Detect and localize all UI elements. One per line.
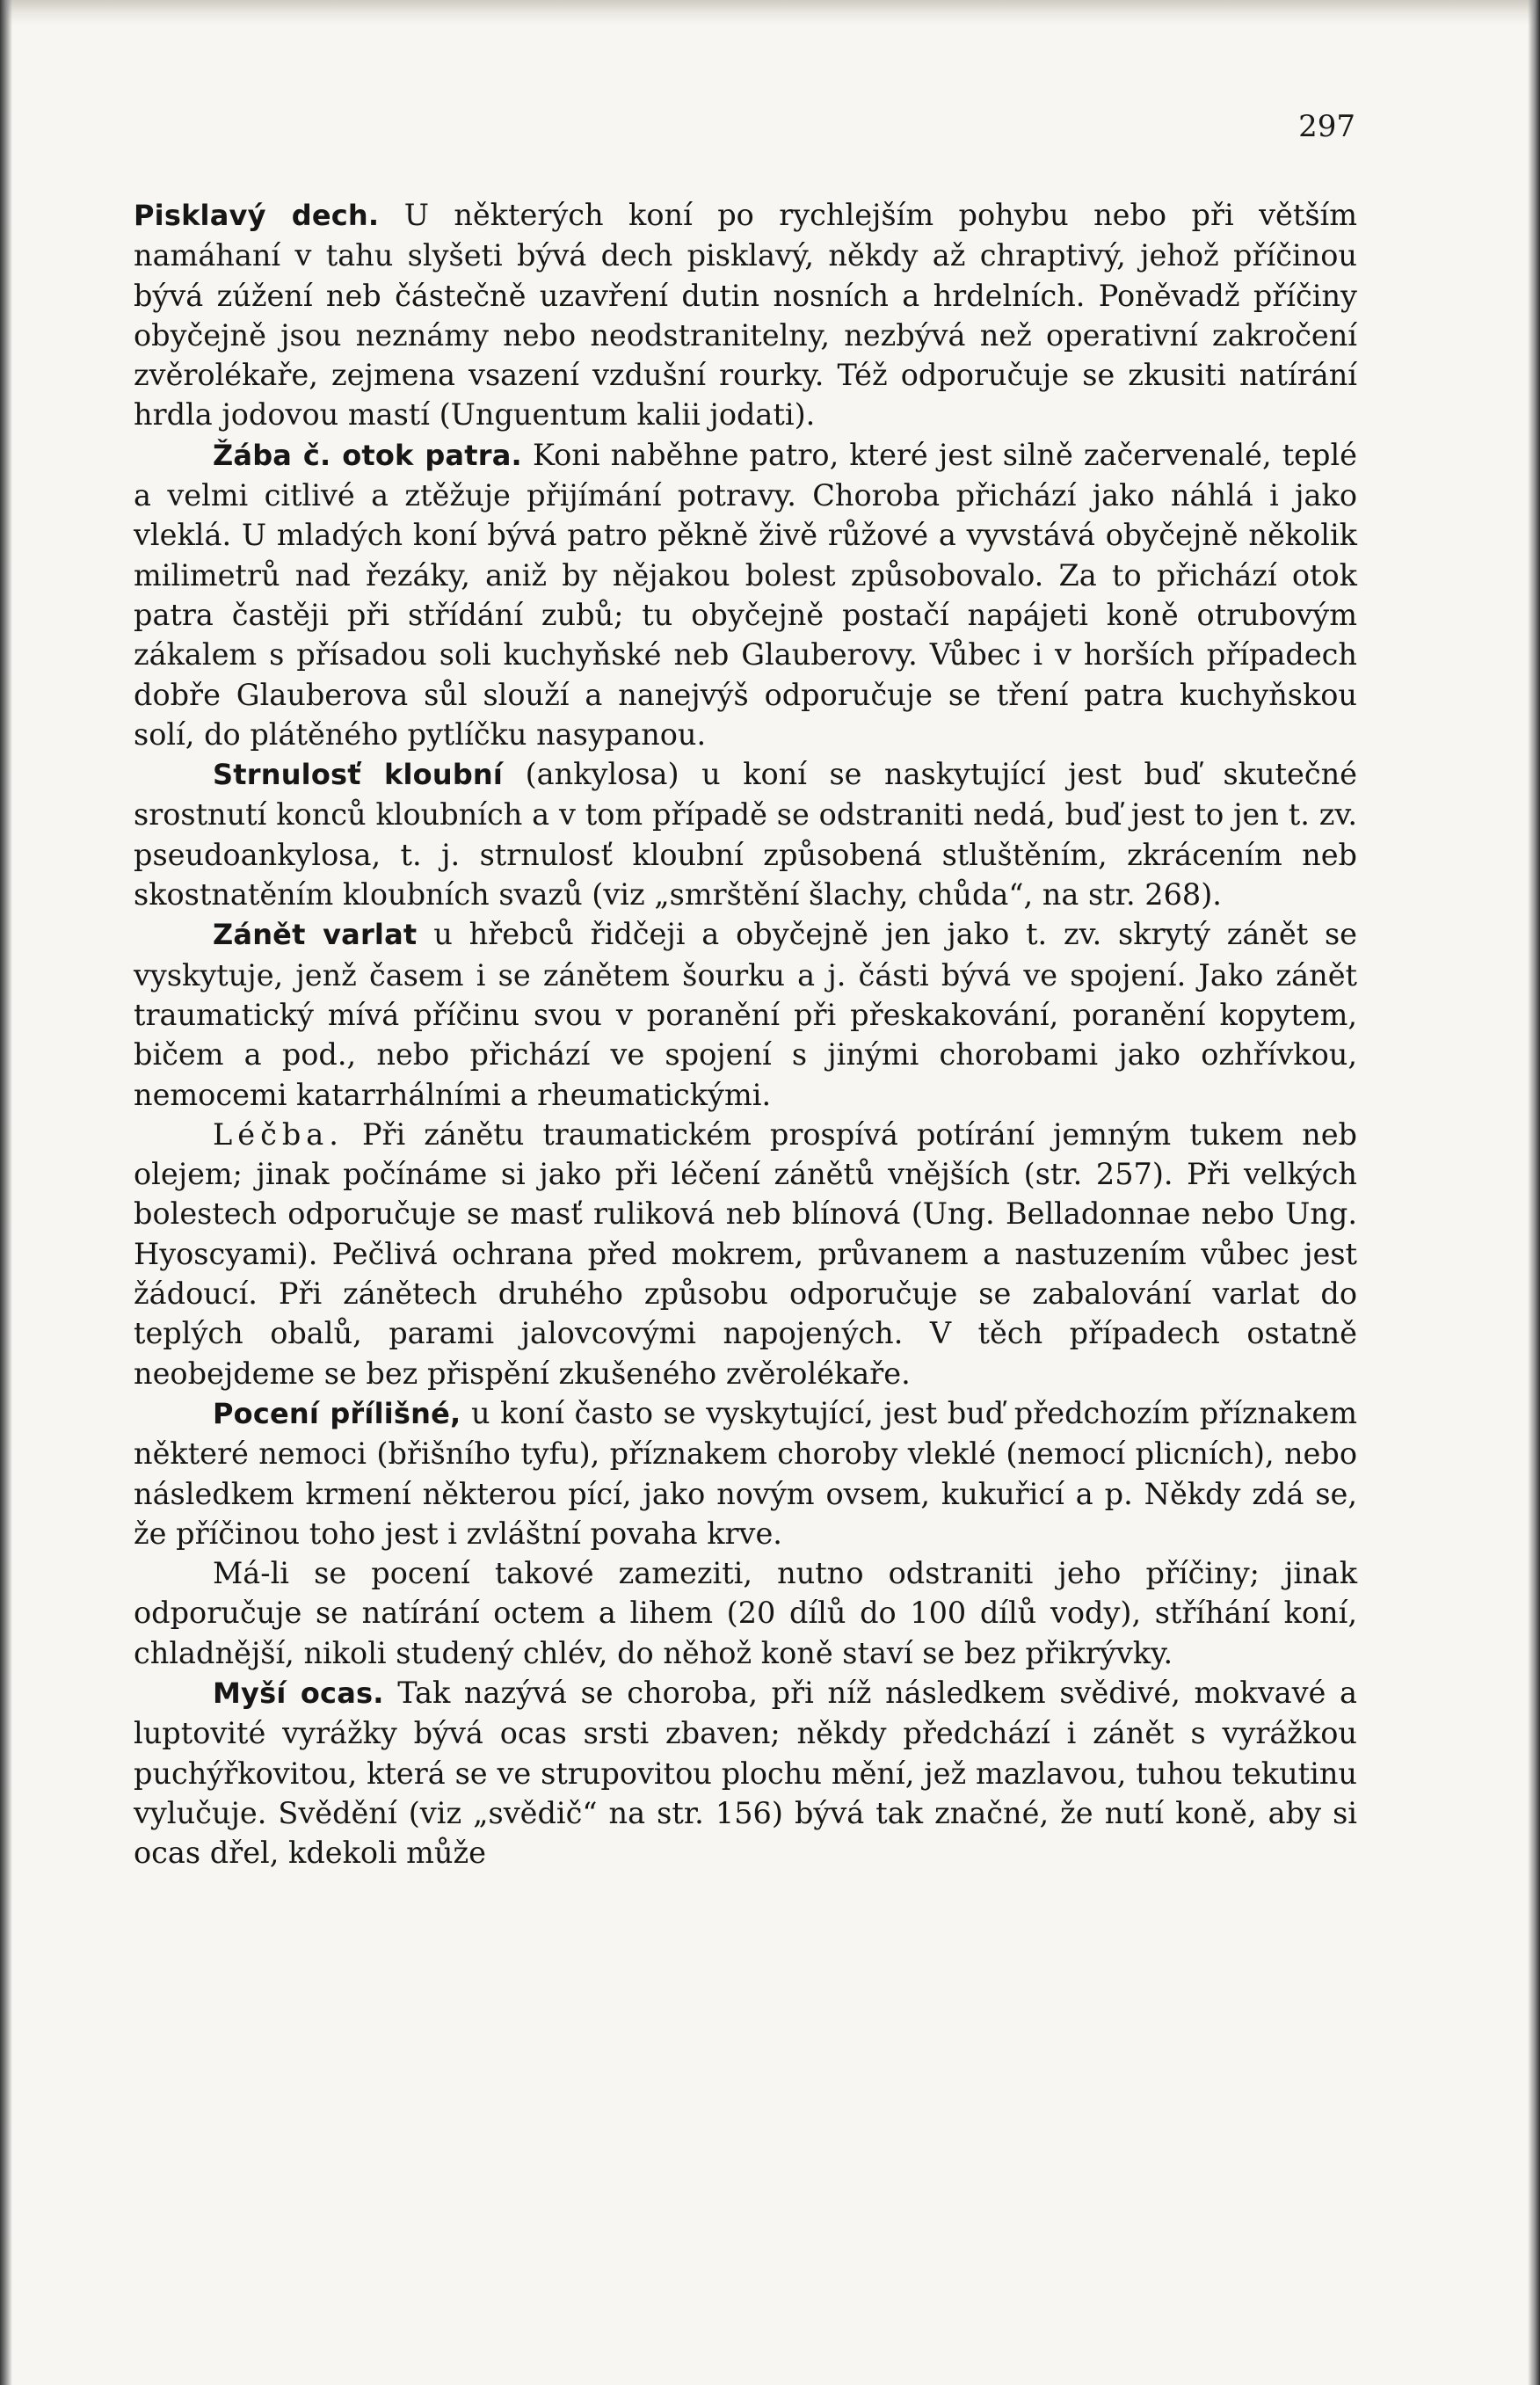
- entry-pisklavy-dech: [134, 195, 1357, 435]
- entry-heading: Pocení přílišné,: [213, 1396, 461, 1430]
- entry-text: Koni naběhne patro, které jest silně začervenalé, teplé a velmi citlivé a ztěžuje přijímání potravy. Choroba přichází jako náhlá i jako vleklá. U mladých koní bývá patro pěkně živě růžové a vyvstává obyčejně několik milimetrů nad řezáky, aniž by nějakou bolest způsobovalo. Za to přichází otok patra častěji při střídání zubů; tu obyčejně postačí napájeti koně otrubovým zákalem s přísadou soli kuchyňské neb Glauberovy. Vůbec i v horších případech dobře Glauberova sůl slouží a nanejvýš odporučuje se tření patra kuchyňskou solí, do plátěného pytlíčku nasypanou.: [134, 437, 1357, 752]
- entry-text: u hřebců řidčeji a obyčejně jen jako t. zv. skrytý zánět se vyskytuje, jenž časem i se zánětem šourku a j. části bývá ve spojení. Jako zánět traumatický mívá příčinu svou v poranění při přeskakování, poranění kopytem, bičem a pod., nebo přichází ve spojení s jinými chorobami jako ozhřívkou, nemocemi katarrhálními a rheumatickými.: [134, 917, 1358, 1112]
- entry-heading: Zánět varlat: [213, 918, 418, 952]
- entry-heading: Žába č. otok patra.: [213, 438, 522, 472]
- scan-top-shadow: [0, 0, 1540, 25]
- entry-text: U některých koní po rychlejším pohybu nebo při větším namáhaní v tahu slyšeti bývá dech pisklavý, někdy až chraptivý, jehož příčinou bývá zúžení neb částečně uzavření dutin nosních a hrdelních. Poněvadž příčiny obyčejně jsou neznámy nebo neodstranitelny, nezbývá než operativní zakročení zvěrolékaře, zejmena vsazení vzdušní rourky. Též odporučuje se zkusiti natírání hrdla jodovou mastí (Unguentum kalii jodati).: [134, 198, 1357, 433]
- entry-poceni-prilisne: [134, 1393, 1357, 1553]
- entry-strnulost-kloubni: [134, 754, 1357, 914]
- page-number: 297: [1298, 109, 1355, 144]
- entry-mysi-ocas: [134, 1673, 1357, 1872]
- scan-left-edge: [0, 0, 12, 2385]
- entry-text: u koní často se vyskytující, jest buď předchozím příznakem některé nemoci (břišního tyfu), příznakem choroby vleklé (nemocí plicních), nebo následkem krmení některou pící, jako novým ovsem, kukuřicí a p. Někdy zdá se, že příčinou toho jest i zvláštní povaha krve.: [134, 1395, 1357, 1551]
- scan-right-edge: [1528, 0, 1540, 2385]
- body-text: [134, 195, 1357, 1872]
- entry-poceni-treatment: [134, 1553, 1357, 1673]
- entry-lecba: [134, 1115, 1357, 1393]
- subheading-lecba: Léčba.: [213, 1116, 344, 1152]
- entry-text: Při zánětu traumatickém prospívá potírání jemným tukem neb olejem; jinak počínáme si jako při léčení zánětů vnějších (str. 257). Při velkých bolestech odporučuje se masť ruliková neb blínová (Ung. Belladonnae nebo Ung. Hyoscyami). Pečlivá ochrana před mokrem, průvanem a nastuzením vůbec jest žádoucí. Při zánětech druhého způsobu odporučuje se zabalování varlat do teplých obalů, parami jalovcovými napojených. V těch případech ostatně neobejdeme se bez přispění zkušeného zvěrolékaře.: [134, 1116, 1357, 1391]
- entry-heading: Pisklavý dech.: [134, 199, 380, 232]
- entry-text: (ankylosa) u koní se naskytující jest buď skutečné srostnutí konců kloubních a v tom případě se odstraniti nedá, buď jest to jen t. zv. pseudoankylosa, t. j. strnulosť kloubní způsobená stluštěním, zkrácením neb skostnatěním kloubních svazů (viz „smrštění šlachy, chůda“, na str. 268).: [134, 757, 1357, 913]
- entry-text: Má-li se pocení takové zameziti, nutno odstraniti jeho příčiny; jinak odporučuje se natírání octem a lihem (20 dílů do 100 dílů vody), stříhání koní, chladnější, nikoli studený chlév, do něhož koně staví se bez přikrývky.: [134, 1556, 1357, 1670]
- entry-text: Tak nazývá se choroba, při níž následkem svědivé, mokvavé a luptovité vyrážky bývá ocas srsti zbaven; někdy předchází i zánět s vyrážkou puchýřkovitou, která se ve strupovitou plochu mění, jež mazlavou, tuhou tekutinu vylučuje. Svědění (viz „svědič“ na str. 156) bývá tak značné, že nutí koně, aby si ocas dřel, kdekoli může: [134, 1675, 1357, 1871]
- entry-heading: Strnulosť kloubní: [213, 758, 504, 792]
- entry-zanet-varlat: [134, 914, 1357, 1114]
- entry-zaba: [134, 435, 1357, 754]
- entry-heading: Myší ocas.: [213, 1676, 384, 1710]
